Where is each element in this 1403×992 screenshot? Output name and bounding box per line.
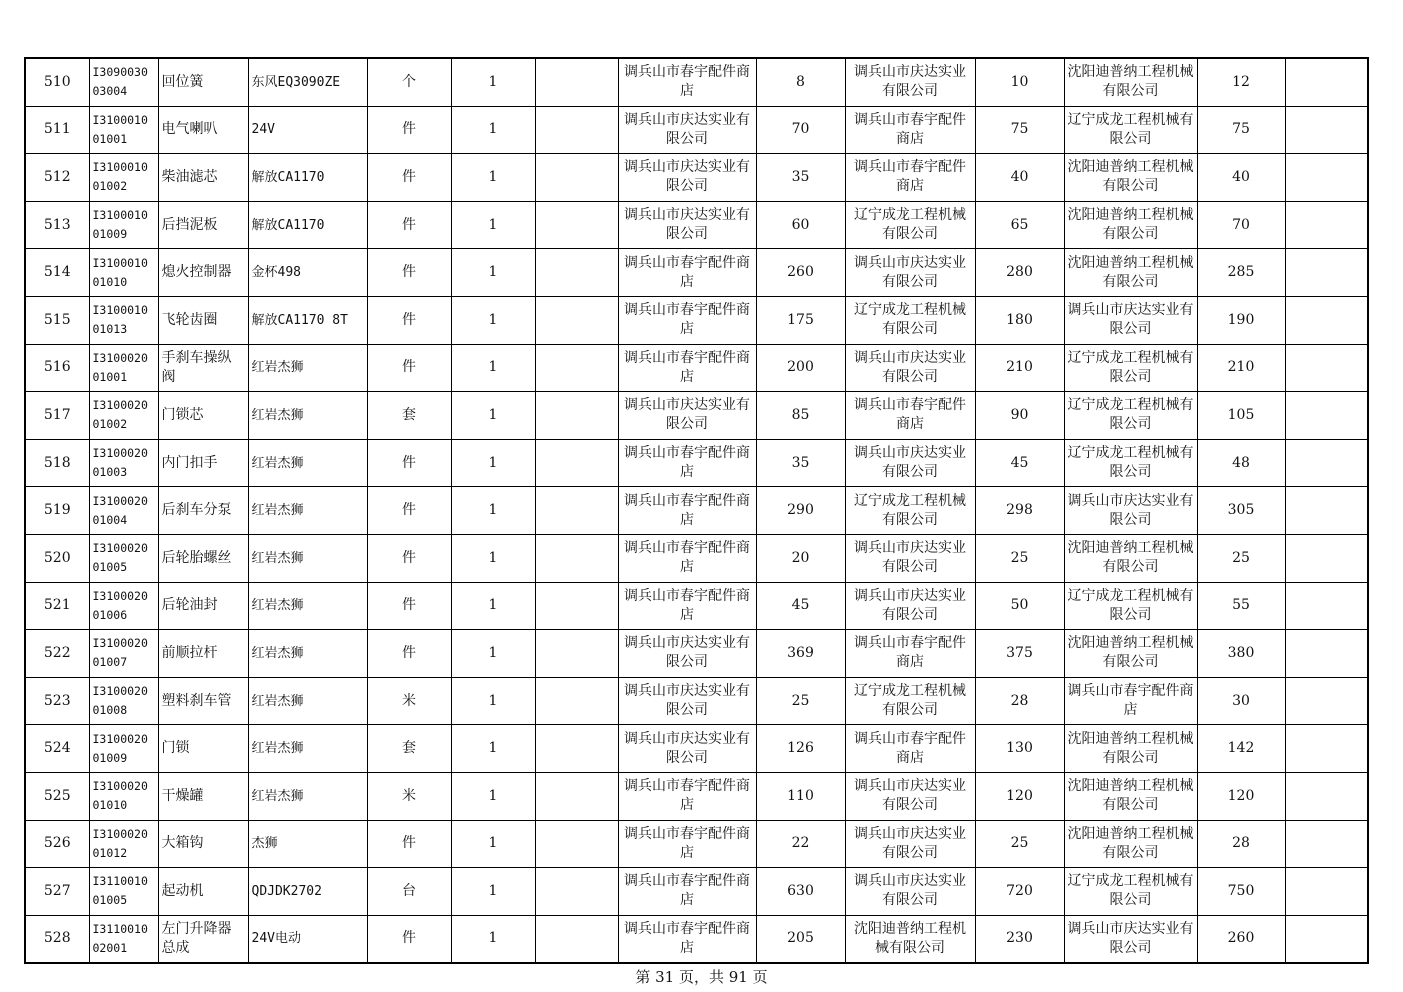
item-code-cell: I310002001012: [89, 820, 158, 868]
supplier-3-cell: 沈阳迪普纳工程机械有限公司: [1064, 201, 1197, 249]
blank-cell: [535, 344, 618, 392]
model-spec-cell: 解放CA1170: [248, 154, 367, 202]
table-row: [25, 582, 1368, 630]
remarks-cell: [1285, 201, 1368, 249]
price-2-cell: 298: [975, 487, 1064, 535]
price-2-cell: 120: [975, 772, 1064, 820]
supplier-3-cell: 调兵山市春宇配件商店: [1064, 677, 1197, 725]
unit-cell: 件: [367, 344, 451, 392]
item-code-cell: I310002001009: [89, 725, 158, 773]
model-spec-cell: 金杯498: [248, 249, 367, 297]
price-1-cell: 630: [756, 868, 845, 916]
supplier-2-cell: 调兵山市春宇配件商店: [845, 106, 975, 154]
supplier-2-cell: 调兵山市庆达实业有限公司: [845, 534, 975, 582]
remarks-cell: [1285, 677, 1368, 725]
table-row: [25, 154, 1368, 202]
item-code-cell: I310002001001: [89, 344, 158, 392]
supplier-2-cell: 调兵山市庆达实业有限公司: [845, 772, 975, 820]
unit-cell: 件: [367, 915, 451, 963]
price-3-cell: 750: [1197, 868, 1285, 916]
supplier-2-cell: 调兵山市春宇配件商店: [845, 392, 975, 440]
model-spec-cell: 红岩杰狮: [248, 725, 367, 773]
price-3-cell: 285: [1197, 249, 1285, 297]
price-2-cell: 50: [975, 582, 1064, 630]
price-1-cell: 20: [756, 534, 845, 582]
price-3-cell: 55: [1197, 582, 1285, 630]
price-3-cell: 380: [1197, 630, 1285, 678]
price-2-cell: 130: [975, 725, 1064, 773]
serial-number-cell: 514: [25, 249, 89, 297]
price-2-cell: 25: [975, 534, 1064, 582]
model-spec-cell: 红岩杰狮: [248, 344, 367, 392]
table-row: [25, 439, 1368, 487]
item-code-cell: I309003003004: [89, 58, 158, 106]
model-spec-cell: QDJDK2702: [248, 868, 367, 916]
item-name-cell: 门锁: [158, 725, 248, 773]
item-name-cell: 飞轮齿圈: [158, 296, 248, 344]
remarks-cell: [1285, 154, 1368, 202]
price-2-cell: 75: [975, 106, 1064, 154]
supplier-1-cell: 调兵山市春宇配件商店: [618, 820, 756, 868]
unit-cell: 件: [367, 630, 451, 678]
supplier-3-cell: 调兵山市庆达实业有限公司: [1064, 487, 1197, 535]
model-spec-cell: 24V电动: [248, 915, 367, 963]
table-row: [25, 201, 1368, 249]
unit-cell: 件: [367, 249, 451, 297]
model-spec-cell: 红岩杰狮: [248, 772, 367, 820]
unit-cell: 件: [367, 534, 451, 582]
item-name-cell: 干燥罐: [158, 772, 248, 820]
price-1-cell: 260: [756, 249, 845, 297]
supplier-1-cell: 调兵山市庆达实业有限公司: [618, 392, 756, 440]
price-3-cell: 28: [1197, 820, 1285, 868]
supplier-3-cell: 调兵山市庆达实业有限公司: [1064, 915, 1197, 963]
price-2-cell: 45: [975, 439, 1064, 487]
table-row: [25, 534, 1368, 582]
remarks-cell: [1285, 344, 1368, 392]
price-3-cell: 48: [1197, 439, 1285, 487]
supplier-2-cell: 调兵山市春宇配件商店: [845, 630, 975, 678]
table-row: [25, 249, 1368, 297]
remarks-cell: [1285, 439, 1368, 487]
table-row: [25, 725, 1368, 773]
supplier-3-cell: 沈阳迪普纳工程机械有限公司: [1064, 772, 1197, 820]
serial-number-cell: 520: [25, 534, 89, 582]
price-3-cell: 25: [1197, 534, 1285, 582]
remarks-cell: [1285, 487, 1368, 535]
supplier-3-cell: 辽宁成龙工程机械有限公司: [1064, 439, 1197, 487]
remarks-cell: [1285, 630, 1368, 678]
supplier-1-cell: 调兵山市春宇配件商店: [618, 487, 756, 535]
page-number: 第 31 页，共 91 页: [635, 968, 768, 986]
serial-number-cell: 518: [25, 439, 89, 487]
item-code-cell: I310002001004: [89, 487, 158, 535]
serial-number-cell: 527: [25, 868, 89, 916]
price-3-cell: 75: [1197, 106, 1285, 154]
supplier-2-cell: 辽宁成龙工程机械有限公司: [845, 201, 975, 249]
blank-cell: [535, 630, 618, 678]
supplier-1-cell: 调兵山市春宇配件商店: [618, 58, 756, 106]
table-row: [25, 868, 1368, 916]
table-row: [25, 820, 1368, 868]
model-spec-cell: 红岩杰狮: [248, 439, 367, 487]
supplier-2-cell: 调兵山市庆达实业有限公司: [845, 582, 975, 630]
item-name-cell: 手刹车操纵阀: [158, 344, 248, 392]
model-spec-cell: 24V: [248, 106, 367, 154]
item-code-cell: I311001001005: [89, 868, 158, 916]
supplier-2-cell: 调兵山市庆达实业有限公司: [845, 344, 975, 392]
quantity-cell: 1: [451, 439, 535, 487]
blank-cell: [535, 392, 618, 440]
table-row: [25, 487, 1368, 535]
quantity-cell: 1: [451, 106, 535, 154]
price-1-cell: 35: [756, 154, 845, 202]
supplier-1-cell: 调兵山市春宇配件商店: [618, 915, 756, 963]
supplier-3-cell: 辽宁成龙工程机械有限公司: [1064, 344, 1197, 392]
model-spec-cell: 东风EQ3090ZE: [248, 58, 367, 106]
item-name-cell: 后轮油封: [158, 582, 248, 630]
price-1-cell: 22: [756, 820, 845, 868]
item-code-cell: I310001001010: [89, 249, 158, 297]
unit-cell: 件: [367, 820, 451, 868]
remarks-cell: [1285, 820, 1368, 868]
quantity-cell: 1: [451, 296, 535, 344]
blank-cell: [535, 725, 618, 773]
supplier-1-cell: 调兵山市春宇配件商店: [618, 249, 756, 297]
price-2-cell: 40: [975, 154, 1064, 202]
remarks-cell: [1285, 915, 1368, 963]
item-code-cell: I310002001006: [89, 582, 158, 630]
supplier-3-cell: 辽宁成龙工程机械有限公司: [1064, 106, 1197, 154]
unit-cell: 件: [367, 439, 451, 487]
price-1-cell: 175: [756, 296, 845, 344]
remarks-cell: [1285, 392, 1368, 440]
item-code-cell: I310002001005: [89, 534, 158, 582]
table-row: [25, 677, 1368, 725]
price-2-cell: 375: [975, 630, 1064, 678]
supplier-3-cell: 沈阳迪普纳工程机械有限公司: [1064, 58, 1197, 106]
unit-cell: 件: [367, 154, 451, 202]
quantity-cell: 1: [451, 582, 535, 630]
supplier-3-cell: 沈阳迪普纳工程机械有限公司: [1064, 630, 1197, 678]
supplier-1-cell: 调兵山市春宇配件商店: [618, 582, 756, 630]
item-name-cell: 前顺拉杆: [158, 630, 248, 678]
serial-number-cell: 517: [25, 392, 89, 440]
price-1-cell: 25: [756, 677, 845, 725]
quantity-cell: 1: [451, 915, 535, 963]
price-3-cell: 12: [1197, 58, 1285, 106]
serial-number-cell: 512: [25, 154, 89, 202]
price-3-cell: 190: [1197, 296, 1285, 344]
remarks-cell: [1285, 725, 1368, 773]
supplier-1-cell: 调兵山市春宇配件商店: [618, 344, 756, 392]
item-name-cell: 柴油滤芯: [158, 154, 248, 202]
supplier-2-cell: 调兵山市庆达实业有限公司: [845, 820, 975, 868]
quantity-cell: 1: [451, 154, 535, 202]
blank-cell: [535, 296, 618, 344]
item-name-cell: 熄火控制器: [158, 249, 248, 297]
supplier-3-cell: 沈阳迪普纳工程机械有限公司: [1064, 725, 1197, 773]
supplier-1-cell: 调兵山市庆达实业有限公司: [618, 154, 756, 202]
blank-cell: [535, 249, 618, 297]
price-1-cell: 45: [756, 582, 845, 630]
model-spec-cell: 红岩杰狮: [248, 582, 367, 630]
supplier-1-cell: 调兵山市春宇配件商店: [618, 296, 756, 344]
price-3-cell: 120: [1197, 772, 1285, 820]
price-2-cell: 230: [975, 915, 1064, 963]
unit-cell: 件: [367, 106, 451, 154]
blank-cell: [535, 439, 618, 487]
price-3-cell: 305: [1197, 487, 1285, 535]
unit-cell: 个: [367, 58, 451, 106]
blank-cell: [535, 58, 618, 106]
supplier-2-cell: 调兵山市庆达实业有限公司: [845, 249, 975, 297]
price-2-cell: 25: [975, 820, 1064, 868]
supplier-3-cell: 沈阳迪普纳工程机械有限公司: [1064, 249, 1197, 297]
price-3-cell: 30: [1197, 677, 1285, 725]
price-1-cell: 290: [756, 487, 845, 535]
remarks-cell: [1285, 58, 1368, 106]
item-name-cell: 大箱钩: [158, 820, 248, 868]
unit-cell: 台: [367, 868, 451, 916]
remarks-cell: [1285, 534, 1368, 582]
blank-cell: [535, 582, 618, 630]
table-row: [25, 296, 1368, 344]
model-spec-cell: 红岩杰狮: [248, 630, 367, 678]
supplier-1-cell: 调兵山市庆达实业有限公司: [618, 725, 756, 773]
supplier-3-cell: 辽宁成龙工程机械有限公司: [1064, 868, 1197, 916]
supplier-2-cell: 调兵山市春宇配件商店: [845, 725, 975, 773]
item-code-cell: I310001001009: [89, 201, 158, 249]
price-2-cell: 210: [975, 344, 1064, 392]
supplier-1-cell: 调兵山市春宇配件商店: [618, 534, 756, 582]
price-3-cell: 142: [1197, 725, 1285, 773]
item-name-cell: 塑料刹车管: [158, 677, 248, 725]
remarks-cell: [1285, 249, 1368, 297]
quantity-cell: 1: [451, 249, 535, 297]
quantity-cell: 1: [451, 772, 535, 820]
price-2-cell: 180: [975, 296, 1064, 344]
item-code-cell: I310001001001: [89, 106, 158, 154]
item-name-cell: 电气喇叭: [158, 106, 248, 154]
blank-cell: [535, 868, 618, 916]
supplier-1-cell: 调兵山市春宇配件商店: [618, 868, 756, 916]
price-1-cell: 110: [756, 772, 845, 820]
quantity-cell: 1: [451, 725, 535, 773]
item-code-cell: I310002001010: [89, 772, 158, 820]
model-spec-cell: 解放CA1170: [248, 201, 367, 249]
unit-cell: 件: [367, 582, 451, 630]
item-code-cell: I311001002001: [89, 915, 158, 963]
supplier-2-cell: 沈阳迪普纳工程机械有限公司: [845, 915, 975, 963]
price-1-cell: 35: [756, 439, 845, 487]
table-row: [25, 344, 1368, 392]
blank-cell: [535, 677, 618, 725]
supplier-1-cell: 调兵山市春宇配件商店: [618, 439, 756, 487]
price-3-cell: 105: [1197, 392, 1285, 440]
supplier-3-cell: 沈阳迪普纳工程机械有限公司: [1064, 820, 1197, 868]
blank-cell: [535, 201, 618, 249]
serial-number-cell: 525: [25, 772, 89, 820]
price-1-cell: 369: [756, 630, 845, 678]
remarks-cell: [1285, 772, 1368, 820]
price-3-cell: 70: [1197, 201, 1285, 249]
price-2-cell: 65: [975, 201, 1064, 249]
supplier-2-cell: 调兵山市春宇配件商店: [845, 154, 975, 202]
supplier-3-cell: 辽宁成龙工程机械有限公司: [1064, 392, 1197, 440]
model-spec-cell: 红岩杰狮: [248, 677, 367, 725]
item-code-cell: I310001001013: [89, 296, 158, 344]
price-2-cell: 90: [975, 392, 1064, 440]
price-1-cell: 70: [756, 106, 845, 154]
remarks-cell: [1285, 296, 1368, 344]
price-2-cell: 720: [975, 868, 1064, 916]
item-name-cell: 内门扣手: [158, 439, 248, 487]
supplier-2-cell: 辽宁成龙工程机械有限公司: [845, 487, 975, 535]
price-2-cell: 28: [975, 677, 1064, 725]
blank-cell: [535, 534, 618, 582]
quantity-cell: 1: [451, 630, 535, 678]
serial-number-cell: 526: [25, 820, 89, 868]
unit-cell: 件: [367, 296, 451, 344]
supplier-2-cell: 调兵山市庆达实业有限公司: [845, 439, 975, 487]
item-code-cell: I310002001007: [89, 630, 158, 678]
price-1-cell: 85: [756, 392, 845, 440]
unit-cell: 件: [367, 201, 451, 249]
serial-number-cell: 513: [25, 201, 89, 249]
unit-cell: 米: [367, 677, 451, 725]
blank-cell: [535, 915, 618, 963]
table-row: [25, 106, 1368, 154]
table-row: [25, 630, 1368, 678]
item-code-cell: I310002001002: [89, 392, 158, 440]
blank-cell: [535, 820, 618, 868]
item-name-cell: 回位簧: [158, 58, 248, 106]
item-name-cell: 后刹车分泵: [158, 487, 248, 535]
serial-number-cell: 521: [25, 582, 89, 630]
price-3-cell: 40: [1197, 154, 1285, 202]
serial-number-cell: 523: [25, 677, 89, 725]
supplier-1-cell: 调兵山市春宇配件商店: [618, 772, 756, 820]
quantity-cell: 1: [451, 58, 535, 106]
model-spec-cell: 红岩杰狮: [248, 534, 367, 582]
quantity-cell: 1: [451, 487, 535, 535]
serial-number-cell: 510: [25, 58, 89, 106]
supplier-3-cell: 调兵山市庆达实业有限公司: [1064, 296, 1197, 344]
serial-number-cell: 516: [25, 344, 89, 392]
price-3-cell: 210: [1197, 344, 1285, 392]
item-code-cell: I310002001008: [89, 677, 158, 725]
unit-cell: 套: [367, 725, 451, 773]
price-comparison-table: [24, 57, 1369, 964]
quantity-cell: 1: [451, 201, 535, 249]
quantity-cell: 1: [451, 534, 535, 582]
item-name-cell: 后挡泥板: [158, 201, 248, 249]
unit-cell: 米: [367, 772, 451, 820]
price-2-cell: 10: [975, 58, 1064, 106]
quantity-cell: 1: [451, 392, 535, 440]
serial-number-cell: 522: [25, 630, 89, 678]
price-1-cell: 8: [756, 58, 845, 106]
item-name-cell: 门锁芯: [158, 392, 248, 440]
serial-number-cell: 515: [25, 296, 89, 344]
item-code-cell: I310001001002: [89, 154, 158, 202]
unit-cell: 件: [367, 487, 451, 535]
item-name-cell: 起动机: [158, 868, 248, 916]
price-1-cell: 126: [756, 725, 845, 773]
supplier-3-cell: 沈阳迪普纳工程机械有限公司: [1064, 534, 1197, 582]
price-2-cell: 280: [975, 249, 1064, 297]
table-row: [25, 915, 1368, 963]
model-spec-cell: 红岩杰狮: [248, 487, 367, 535]
remarks-cell: [1285, 582, 1368, 630]
supplier-1-cell: 调兵山市庆达实业有限公司: [618, 106, 756, 154]
supplier-3-cell: 沈阳迪普纳工程机械有限公司: [1064, 154, 1197, 202]
serial-number-cell: 524: [25, 725, 89, 773]
supplier-1-cell: 调兵山市庆达实业有限公司: [618, 630, 756, 678]
supplier-2-cell: 调兵山市庆达实业有限公司: [845, 868, 975, 916]
model-spec-cell: 杰狮: [248, 820, 367, 868]
blank-cell: [535, 154, 618, 202]
price-1-cell: 200: [756, 344, 845, 392]
quantity-cell: 1: [451, 820, 535, 868]
model-spec-cell: 解放CA1170 8T: [248, 296, 367, 344]
item-code-cell: I310002001003: [89, 439, 158, 487]
supplier-3-cell: 辽宁成龙工程机械有限公司: [1064, 582, 1197, 630]
item-name-cell: 后轮胎螺丝: [158, 534, 248, 582]
quantity-cell: 1: [451, 677, 535, 725]
serial-number-cell: 528: [25, 915, 89, 963]
supplier-2-cell: 调兵山市庆达实业有限公司: [845, 58, 975, 106]
model-spec-cell: 红岩杰狮: [248, 392, 367, 440]
supplier-2-cell: 辽宁成龙工程机械有限公司: [845, 296, 975, 344]
unit-cell: 套: [367, 392, 451, 440]
remarks-cell: [1285, 868, 1368, 916]
quantity-cell: 1: [451, 868, 535, 916]
supplier-1-cell: 调兵山市庆达实业有限公司: [618, 677, 756, 725]
serial-number-cell: 519: [25, 487, 89, 535]
supplier-2-cell: 辽宁成龙工程机械有限公司: [845, 677, 975, 725]
blank-cell: [535, 106, 618, 154]
table-row: [25, 392, 1368, 440]
item-name-cell: 左门升降器总成: [158, 915, 248, 963]
table-row: [25, 58, 1368, 106]
remarks-cell: [1285, 106, 1368, 154]
price-1-cell: 60: [756, 201, 845, 249]
serial-number-cell: 511: [25, 106, 89, 154]
supplier-1-cell: 调兵山市庆达实业有限公司: [618, 201, 756, 249]
price-1-cell: 205: [756, 915, 845, 963]
quantity-cell: 1: [451, 344, 535, 392]
price-3-cell: 260: [1197, 915, 1285, 963]
table-row: [25, 772, 1368, 820]
blank-cell: [535, 487, 618, 535]
blank-cell: [535, 772, 618, 820]
